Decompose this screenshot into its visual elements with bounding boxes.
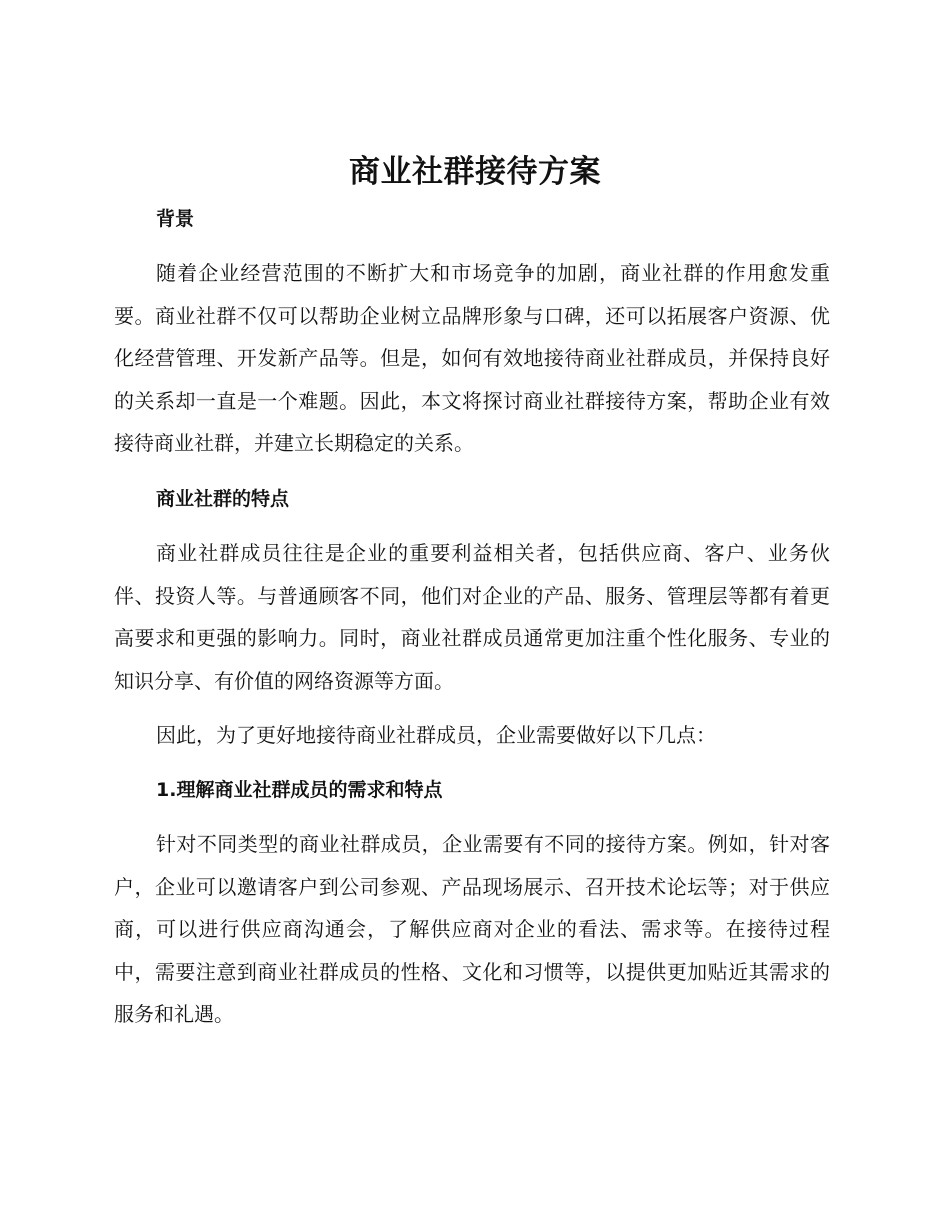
paragraph-background: 随着企业经营范围的不断扩大和市场竞争的加剧，商业社群的作用愈发重要。商业社群不仅可以帮助企业树立品牌形象与口碑，还可以拓展客户资源、优化经营管理、开发新产品等。但是，如何有效地接待商业社群成员，并保持良好的关系却一直是一个难题。因此，本文将探讨商业社群接待方案，帮助企业有效接待商业社群，并建立长期稳定的关系。 <box>114 261 830 455</box>
section-heading-background: 背景 <box>156 208 195 230</box>
paragraph-therefore: 因此，为了更好地接待商业社群成员，企业需要做好以下几点： <box>156 723 716 747</box>
document-title: 商业社群接待方案 <box>349 154 601 190</box>
section-heading-characteristics: 商业社群的特点 <box>156 488 290 510</box>
paragraph-understand-needs: 针对不同类型的商业社群成员，企业需要有不同的接待方案。例如，针对客户，企业可以邀请客户到公司参观、产品现场展示、召开技术论坛等；对于供应商，可以进行供应商沟通会，了解供应商对企业的看法、需求等。在接待过程中，需要注意到商业社群成员的性格、文化和习惯等，以提供更加贴近其需求的服务和礼遇。 <box>114 832 830 1026</box>
paragraph-characteristics: 商业社群成员往往是企业的重要利益相关者，包括供应商、客户、业务伙伴、投资人等。与普通顾客不同，他们对企业的产品、服务、管理层等都有着更高要求和更强的影响力。同时，商业社群成员通常更加注重个性化服务、专业的知识分享、有价值的网络资源等方面。 <box>114 541 830 693</box>
section-heading-understand-needs: 1.理解商业社群成员的需求和特点 <box>156 779 443 801</box>
